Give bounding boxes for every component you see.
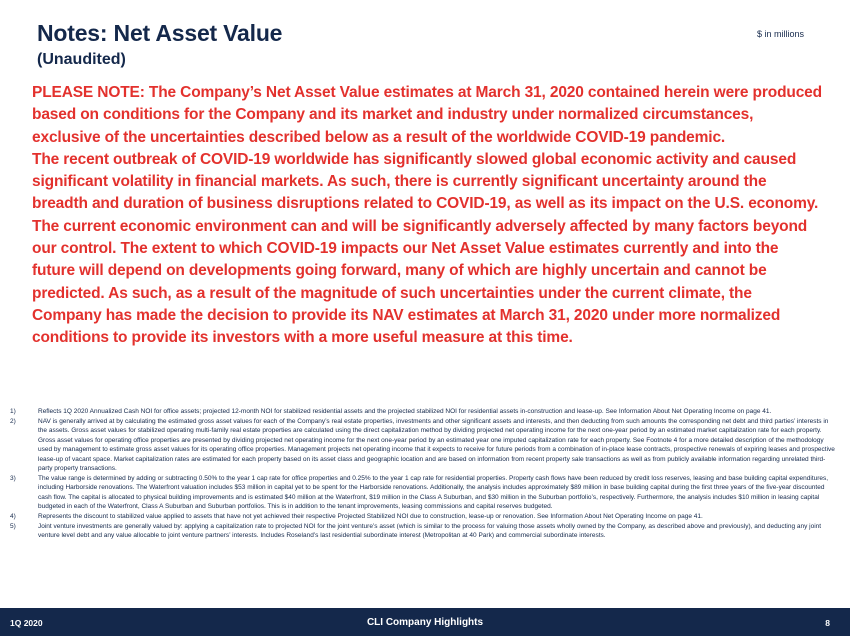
notice-paragraph-1: PLEASE NOTE: The Company’s Net Asset Value estimates at March 31, 2020 contained herein were produced based on conditions for the Company and its market and industry under normalized circumstances, exclusive of the uncertainties described below as a result of the worldwide COVID-19 pandemic. bbox=[32, 84, 822, 146]
footnote-4 bbox=[8, 512, 836, 521]
footnote-text: Represents the discount to stabilized value applied to assets that have not yet achieved their respective Projected Stabilized NOI due to construction, lease-up or renovation. See Information About Net Operating Income on page 41. bbox=[38, 512, 703, 520]
footnote-number: 5) bbox=[10, 522, 16, 530]
notice-paragraph-2: The recent outbreak of COVID-19 worldwide has significantly slowed global economic activity and caused significant volatility in financial markets. As such, there is currently significant uncertainty around the breadth and duration of business disruptions related to COVID-19, as well as its impact on the U.S. economy. The current economic environment can and will be significantly adversely affected by many factors beyond our control. The extent to which COVID-19 impacts our Net Asset Value estimates currently and into the future will depend on developments going forward, many of which are highly uncertain and cannot be predicted. As such, as a result of the magnitude of such uncertainties under the current climate, the Company has made the decision to provide its NAV estimates at March 31, 2020 under more normalized conditions to provide its investors with a more useful measure at this time. bbox=[32, 150, 819, 347]
footnote-number: 2) bbox=[10, 417, 16, 425]
footnote-number: 1) bbox=[10, 408, 16, 415]
footnote-2 bbox=[8, 417, 836, 473]
footnote-text: Joint venture investments are generally valued by: applying a capitalization rate to projected NOI for the joint venture’s asset (which is similar to the process for valuing those assets wholly owned by the Company, as described above and previously), and deducting any joint venture level debt and any value allocable to joint venture partners’ interests. Includes Roseland’s last residential subordinate interest (Metropolitan at 40 Park) and commercial subordinate interests. bbox=[38, 522, 822, 540]
footnote-number: 3) bbox=[10, 474, 16, 482]
footnote-text: NAV is generally arrived at by calculating the estimated gross asset values for each of the Company’s real estate properties, investments and other significant assets and interests, and then deducting from such amounts the corresponding net debt and third parties’ interests in the assets. Gross asset values for stabilized operating multi-family real estate properties are calculated using the direct capitalization method by dividing projected net operating income for the next one-year period by an estimated market capitalization rate for each property. Gross asset values for operating office properties are presented by dividing projected net operating income for the next one-year period by an estimated year one imputed capitalization rate for each property. See Footnote 4 for a more detailed description of the methodology used by management to estimate gross asset values for its operating office properties. Management projects net operating income that it expects to receive for future periods from a combination of in-place lease contracts, prospective renewals of expiring leases and prospective lease-up of vacant space. Market capitalization rates are estimated for each property based on its asset class and geographic location and are based on information from recent property sale transactions as well as from publicly available information regarding unrelated third-party property transactions. bbox=[38, 417, 835, 472]
footer-bar bbox=[0, 608, 850, 636]
units-label: $ in millions bbox=[756, 29, 804, 39]
page-subtitle: (Unaudited) bbox=[37, 51, 126, 68]
covid-notice bbox=[32, 82, 822, 350]
footer-period: 1Q 2020 bbox=[10, 618, 43, 628]
footnote-5 bbox=[8, 522, 836, 541]
footnote-text: The value range is determined by adding or subtracting 0.50% to the year 1 cap rate for office properties and 0.25% to the year 1 cap rate for residential properties. Property cash flows have been reduced by credit loss reserves, leasing and base building capital expenditures, including Harborside renovations. The Waterfront valuation includes $53 million in capital yet to be spent for the Harborside renovations. Additionally, the analysis includes approximately $89 million in base building capital during the first three years of the five-year discounted cash flow. The capital is allocated to physical building improvements and is estimated $40 million at the Waterfront, $19 million in the Class A Suburban, and $30 million in the Suburban portfolio’s, respectively. Furthermore, the analysis includes $10 million in leasing capital budgeted in each of the Waterfront, Class A Suburban and Suburban portfolios. This is in addition to the tenant improvements, leasing commissions and capital reserves budgeted. bbox=[38, 474, 829, 511]
footnote-3 bbox=[8, 474, 836, 512]
footnote-number: 4) bbox=[10, 512, 16, 520]
footer-title: CLI Company Highlights bbox=[366, 617, 484, 628]
footnote-text: Reflects 1Q 2020 Annualized Cash NOI for office assets; projected 12-month NOI for stabilized residential assets and the projected stabilized NOI for residential assets in-construction and lease-up. See Information About Net Operating Income on page 41. bbox=[38, 408, 772, 415]
page-title: Notes: Net Asset Value bbox=[37, 20, 283, 46]
footnote-1 bbox=[8, 407, 836, 416]
page-number: 8 bbox=[825, 618, 830, 628]
footnotes-list bbox=[8, 407, 836, 541]
